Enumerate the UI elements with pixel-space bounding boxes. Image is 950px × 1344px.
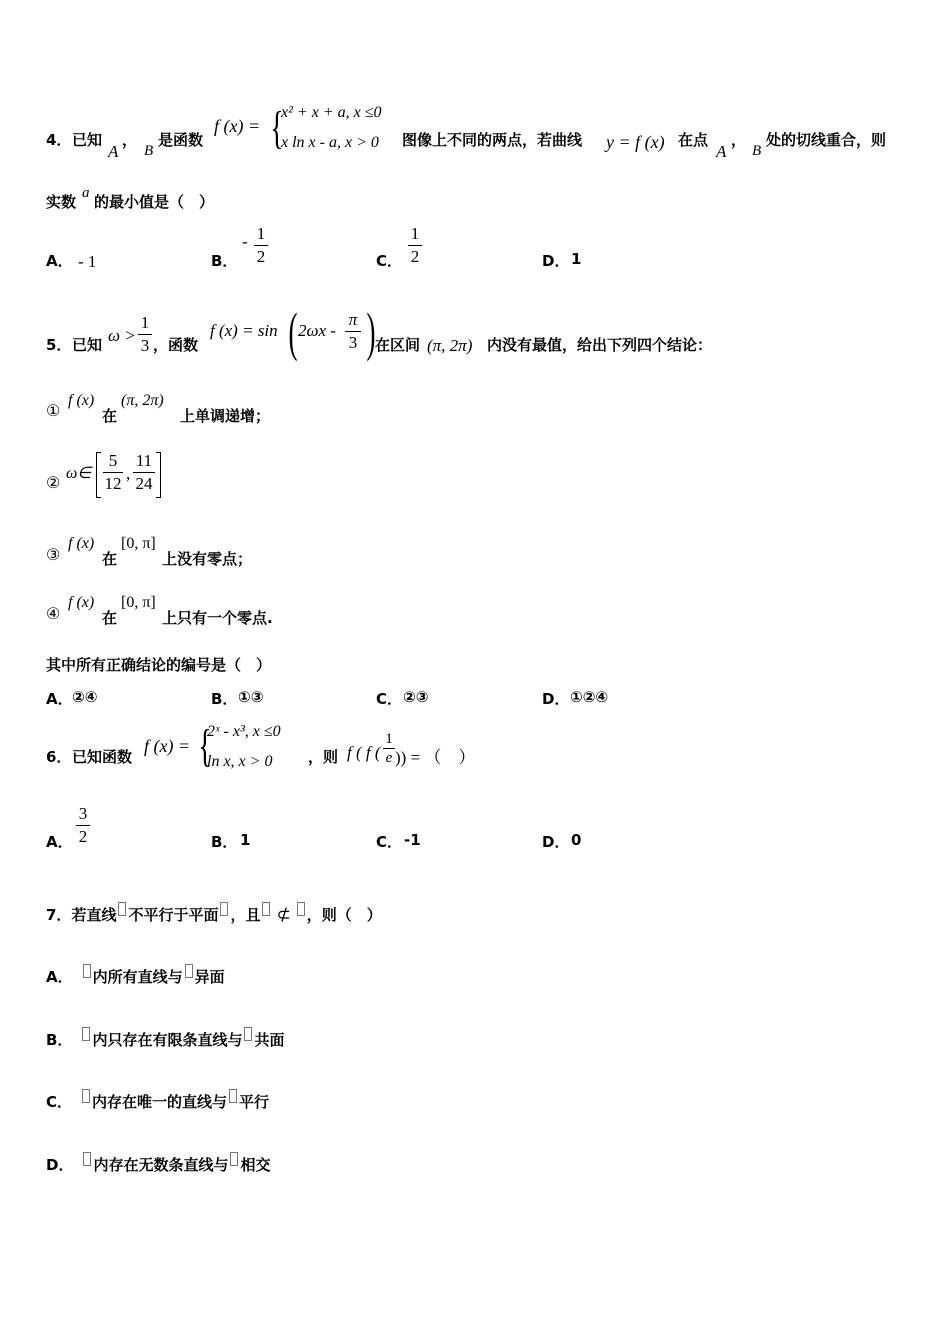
q7-option-c-label: C． bbox=[46, 1093, 73, 1111]
q5-number: 5． bbox=[46, 336, 72, 354]
missing-glyph-icon bbox=[185, 964, 193, 978]
q4-var-a: a bbox=[82, 185, 90, 201]
q5-option-b-label: B． bbox=[211, 690, 238, 708]
q4-comma-2: ， bbox=[731, 131, 747, 149]
q5-interval: (π, 2π) bbox=[427, 336, 473, 355]
q6-option-a-fraction: 3 2 bbox=[76, 804, 90, 847]
q6-expr-fraction: 1 e bbox=[383, 731, 395, 766]
q5-c4-interval: [0, π] bbox=[121, 594, 156, 611]
q4-text-1: 已知 bbox=[72, 131, 103, 149]
q6-expr-a: f ( f ( bbox=[347, 743, 381, 762]
q6-function: f (x) = bbox=[144, 736, 191, 756]
q5-option-a-label: A． bbox=[46, 690, 73, 708]
q5-paren-left: ( bbox=[288, 302, 298, 362]
q5-option-d-value: ①②④ bbox=[570, 688, 609, 706]
q4-case-1: x² + x + a, x ≤0 bbox=[281, 104, 382, 121]
q5-c2-fraction-2: 11 24 bbox=[133, 451, 155, 494]
q6-option-b-value: 1 bbox=[240, 831, 251, 849]
q5-c4-mark: ④ bbox=[46, 606, 61, 623]
q5-omega-fraction: 1 3 bbox=[138, 313, 152, 356]
q5-c2-omega: ω∈ bbox=[66, 465, 92, 482]
q7-option-c-text-2: 平行 bbox=[239, 1093, 270, 1111]
q5-c4-zai: 在 bbox=[102, 609, 118, 627]
q5-c2-fraction-1: 5 12 bbox=[104, 451, 122, 493]
q5-text-4: 内没有最值，给出下列四个结论： bbox=[487, 336, 713, 354]
q4-option-a-value: - 1 bbox=[78, 252, 97, 271]
missing-glyph-icon bbox=[83, 964, 91, 978]
q6-number: 6． bbox=[46, 748, 72, 766]
q7-option-b-label: B． bbox=[46, 1031, 73, 1049]
q7-text-3: ，且 bbox=[230, 906, 261, 924]
q4-function: f (x) = bbox=[214, 116, 261, 136]
q4-point-b: B bbox=[144, 143, 154, 159]
q6-expr-b: )) = （ ） bbox=[395, 748, 476, 767]
q5-text-2: ，函数 bbox=[153, 336, 199, 354]
q7-option-d-text-2: 相交 bbox=[240, 1156, 271, 1174]
q7-option-b bbox=[46, 1027, 284, 1050]
q4-option-d-label: D． bbox=[542, 252, 570, 270]
q5-c4-text: 上只有一个零点. bbox=[162, 609, 273, 627]
q5-c1-interval: (π, 2π) bbox=[121, 392, 164, 409]
q4-option-c-label: C． bbox=[376, 252, 403, 270]
q7-option-a-label: A． bbox=[46, 968, 73, 986]
q7-option-d-label: D． bbox=[46, 1156, 74, 1174]
q5-c1-fx: f (x) bbox=[68, 392, 95, 409]
q5-c3-text: 上没有零点； bbox=[162, 550, 253, 568]
q5-c1-zai: 在 bbox=[102, 407, 118, 425]
q5-text-1: 已知 bbox=[72, 336, 103, 354]
q6-case-1: 2ˣ - x³, x ≤0 bbox=[207, 723, 281, 740]
q4-point-b-2: B bbox=[752, 143, 762, 159]
q5-pi-fraction: π 3 bbox=[345, 310, 361, 353]
missing-glyph-icon bbox=[244, 1027, 252, 1041]
q7-option-d bbox=[46, 1152, 270, 1175]
q7-option-a-text-2: 异面 bbox=[194, 968, 225, 986]
q5-c3-zai: 在 bbox=[102, 550, 118, 568]
missing-glyph-icon bbox=[83, 1152, 91, 1166]
q7-stem bbox=[46, 902, 382, 925]
q6-option-b-label: B． bbox=[211, 833, 238, 851]
q5-option-a-value: ②④ bbox=[72, 688, 98, 706]
q5-c2-bracket-left bbox=[96, 452, 101, 498]
q6-text-2: ，则 bbox=[308, 748, 339, 766]
q7-option-d-text-1: 内存在无数条直线与 bbox=[93, 1156, 229, 1174]
q6-option-d-value: 0 bbox=[571, 831, 582, 849]
q4-curve: y = f (x) bbox=[606, 132, 665, 152]
q4-option-b-sign: - bbox=[242, 232, 248, 251]
q7-option-b-text-2: 共面 bbox=[254, 1031, 285, 1049]
q7-option-a bbox=[46, 964, 225, 987]
q4-option-d-value: 1 bbox=[571, 250, 582, 268]
q5-c3-interval: [0, π] bbox=[121, 535, 156, 552]
missing-glyph-icon bbox=[262, 902, 270, 916]
q5-paren-right: ) bbox=[366, 302, 376, 362]
q4-point-a: A bbox=[108, 142, 119, 161]
q5-c4-fx: f (x) bbox=[68, 594, 95, 611]
missing-glyph-icon bbox=[229, 1089, 237, 1103]
q5-omega-gt: ω > bbox=[108, 326, 136, 345]
q6-option-d-label: D． bbox=[542, 833, 570, 851]
q4-option-b-fraction: 1 2 bbox=[254, 224, 268, 267]
q5-text-3: 在区间 bbox=[375, 336, 421, 354]
q5-option-c-label: C． bbox=[376, 690, 403, 708]
q4-option-c-fraction: 1 2 bbox=[408, 224, 422, 267]
q7-option-b-text-1: 内只存在有限条直线与 bbox=[92, 1031, 243, 1049]
q7-option-a-text-1: 内所有直线与 bbox=[92, 968, 183, 986]
missing-glyph-icon bbox=[118, 902, 126, 916]
q4-number: 4． bbox=[46, 131, 72, 149]
missing-glyph-icon bbox=[220, 902, 228, 916]
q6-brace: { bbox=[198, 720, 212, 771]
q4-option-b-label: B． bbox=[211, 252, 238, 270]
q4-comma-1: ， bbox=[122, 131, 138, 149]
q6-option-a-label: A． bbox=[46, 833, 73, 851]
missing-glyph-icon bbox=[297, 902, 305, 916]
q7-text-4: ，则（ ） bbox=[306, 906, 382, 924]
q7-option-c-text-1: 内存在唯一的直线与 bbox=[92, 1093, 228, 1111]
q5-c2-sep: , bbox=[126, 464, 131, 483]
q5-question: 其中所有正确结论的编号是（ ） bbox=[46, 656, 272, 674]
q4-option-a-label: A． bbox=[46, 252, 73, 270]
q6-option-c-label: C． bbox=[376, 833, 403, 851]
q6-text-1: 已知函数 bbox=[72, 748, 133, 766]
q4-brace: { bbox=[270, 102, 284, 153]
q4-line2-a: 实数 bbox=[46, 193, 77, 211]
q7-text-2: 不平行于平面 bbox=[128, 906, 219, 924]
q6-option-c-value: -1 bbox=[404, 831, 421, 849]
q7-number: 7． bbox=[46, 906, 72, 924]
q7-option-c bbox=[46, 1089, 269, 1112]
missing-glyph-icon bbox=[82, 1027, 90, 1041]
q5-c2-bracket-right bbox=[156, 452, 161, 498]
q7-not-subset: ⊄ bbox=[276, 905, 291, 924]
q4-point-a-2: A bbox=[716, 142, 727, 161]
q5-function: f (x) = sin bbox=[210, 321, 278, 340]
q5-c1-mark: ① bbox=[46, 403, 61, 420]
q5-option-b-value: ①③ bbox=[238, 688, 264, 706]
q4-line2-b: 的最小值是（ ） bbox=[94, 193, 215, 211]
q6-case-2: ln x, x > 0 bbox=[207, 753, 273, 770]
q5-c3-mark: ③ bbox=[46, 547, 61, 564]
q5-c2-mark: ② bbox=[46, 475, 61, 492]
q4-case-2: x ln x - a, x > 0 bbox=[281, 134, 379, 151]
q5-c3-fx: f (x) bbox=[68, 535, 95, 552]
q5-inner: 2ωx - bbox=[298, 321, 336, 340]
q5-option-d-label: D． bbox=[542, 690, 570, 708]
q4-text-4: 在点 bbox=[678, 131, 709, 149]
q4-text-5: 处的切线重合，则 bbox=[766, 131, 887, 149]
q5-c1-text: 上单调递增； bbox=[180, 407, 271, 425]
q4-text-2: 是函数 bbox=[158, 131, 204, 149]
missing-glyph-icon bbox=[82, 1089, 90, 1103]
q5-option-c-value: ②③ bbox=[403, 688, 429, 706]
missing-glyph-icon bbox=[230, 1152, 238, 1166]
q4-text-3: 图像上不同的两点，若曲线 bbox=[402, 131, 583, 149]
q7-text-1: 若直线 bbox=[71, 906, 117, 924]
